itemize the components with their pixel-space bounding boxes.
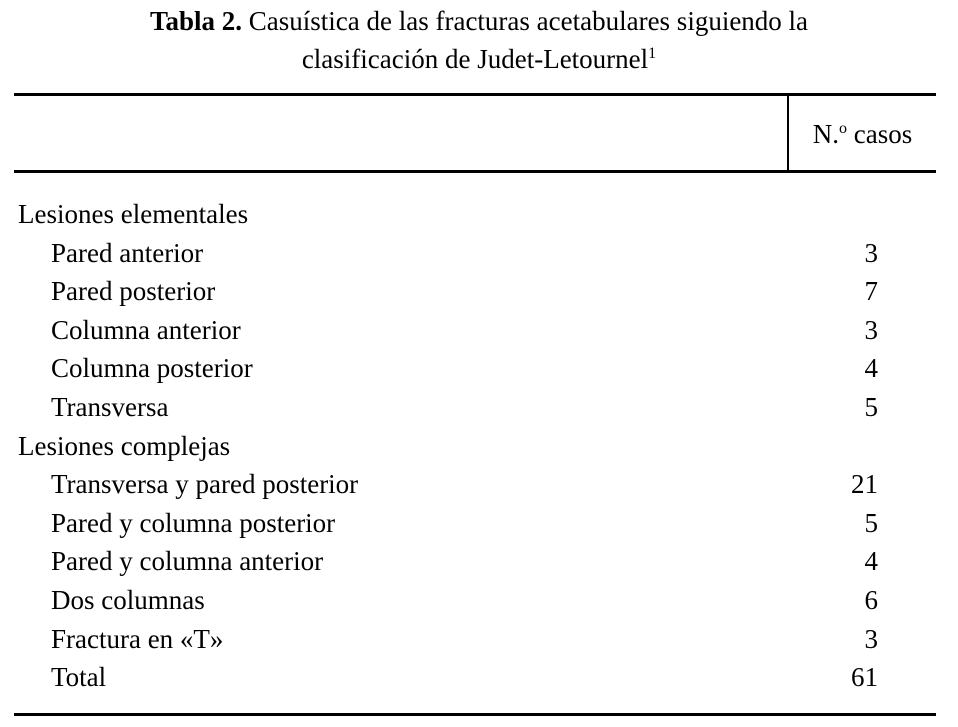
row-label: Pared posterior [51, 276, 216, 307]
caption-line-1 [0, 2, 958, 40]
row-value: 3 [864, 237, 878, 268]
row-value: 3 [864, 314, 878, 345]
row-value: 21 [851, 469, 878, 500]
table-row [18, 581, 878, 620]
caption-text-1: Casuística de las fracturas acetabulares siguiendo la [242, 6, 809, 36]
header-rule [14, 170, 936, 173]
row-value: 7 [864, 276, 878, 307]
table-row-group-heading [18, 427, 878, 466]
caption-footnote-ref: 1 [648, 45, 657, 62]
row-label: Fractura en «T» [51, 623, 224, 654]
row-label: Pared y columna posterior [51, 507, 336, 538]
table-row [18, 234, 878, 273]
row-value: 4 [864, 353, 878, 384]
table-row-group-heading [18, 195, 878, 234]
row-label: Columna anterior [51, 314, 241, 345]
table-row [18, 349, 878, 388]
column-header-sup: o [839, 120, 847, 137]
row-value: 4 [864, 546, 878, 577]
caption-line-2 [0, 40, 958, 78]
table-row [18, 465, 878, 504]
row-value: 5 [864, 507, 878, 538]
table-row [18, 272, 878, 311]
table-row-total [18, 658, 878, 697]
top-rule [14, 93, 936, 96]
column-header-prefix: N. [812, 119, 839, 149]
row-value: 6 [864, 584, 878, 615]
row-label: Transversa [51, 391, 169, 422]
caption-text-2: clasificación de Judet-Letournel [301, 44, 649, 74]
table-caption [0, 2, 958, 78]
table-row [18, 620, 878, 659]
row-value: 3 [864, 623, 878, 654]
row-label: Total [51, 662, 107, 693]
row-label: Dos columnas [51, 584, 205, 615]
row-value: 61 [851, 662, 878, 693]
row-label: Lesiones elementales [18, 199, 249, 229]
row-label: Transversa y pared posterior [51, 469, 359, 500]
row-label: Columna posterior [51, 353, 253, 384]
table-row [18, 504, 878, 543]
table-row [18, 388, 878, 427]
row-label: Pared y columna anterior [51, 546, 324, 577]
bottom-rule [14, 713, 936, 716]
table-body [18, 195, 878, 697]
caption-lead: Tabla 2. [149, 6, 243, 36]
column-header-suffix: casos [847, 119, 913, 149]
table-row [18, 311, 878, 350]
row-label: Pared anterior [51, 237, 204, 268]
row-label: Lesiones complejas [18, 430, 231, 461]
column-header-cases [789, 116, 936, 152]
row-value: 5 [864, 391, 878, 422]
table-row [18, 542, 878, 581]
